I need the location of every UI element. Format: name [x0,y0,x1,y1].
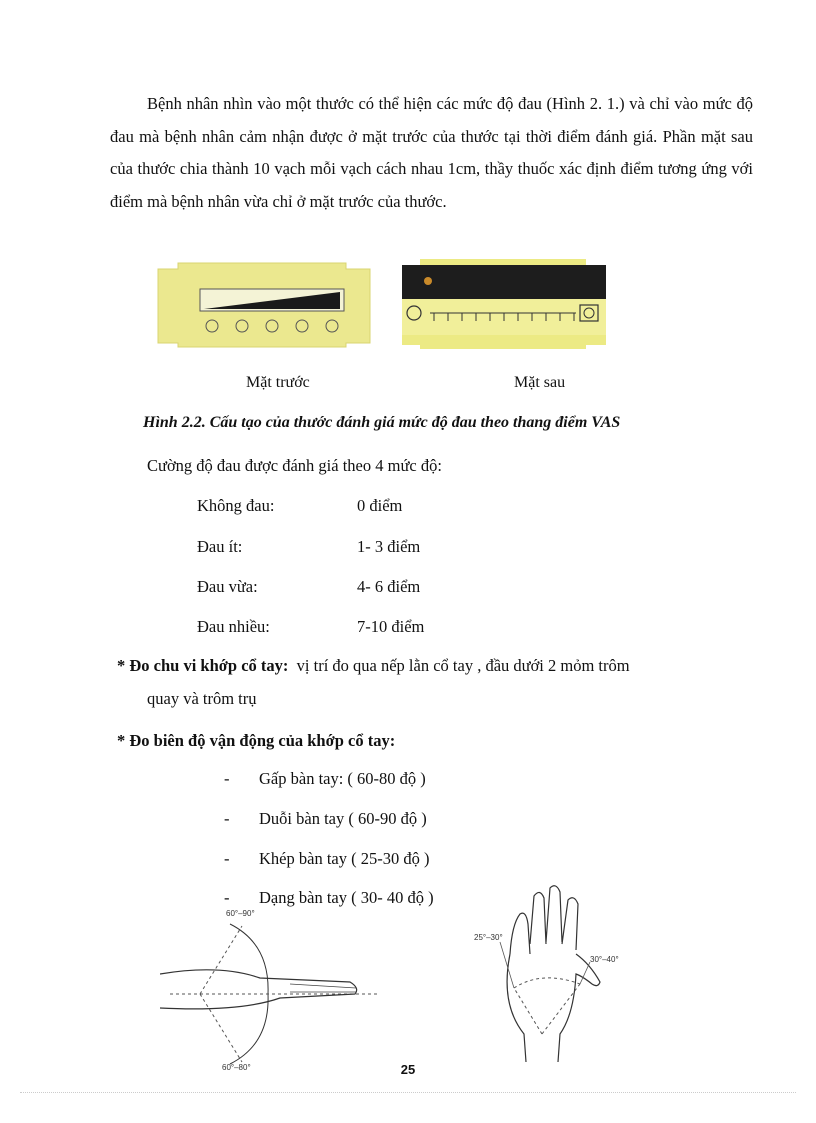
range-item: Dạng bàn tay ( 30- 40 độ ) [259,888,434,907]
footer-divider [20,1092,796,1093]
list-dash: - [224,809,230,828]
extension-angle-label: 60°–90° [226,909,255,918]
vas-ruler-front-image [148,259,376,349]
intro-paragraph: Bệnh nhân nhìn vào một thước có thể hiện các mức độ đau (Hình 2. 1.) và chỉ vào mức độ đau mà bệnh nhân cảm nhận được ở mặt trước của thước tại thời điểm đánh giá. Phần mặt sau của thước chia thành 10 vạch mỗi vạch cách nhau 1cm, thầy thuốc xác định điểm tương ứng với điểm mà bệnh nhân vừa chỉ ở mặt trước của thước. [110,94,753,211]
page-number: 25 [400,1062,416,1077]
wrist-adduction-abduction-illustration [470,884,640,1064]
abduction-angle-label: 30°–40° [590,955,619,964]
ruler-back-label: Mặt sau [514,374,566,391]
pain-level-label: Không đau: [197,496,275,515]
list-dash: - [224,888,230,907]
wrist-flexion-extension-illustration [160,904,390,1074]
circumference-continuation: quay và trôm trụ [147,689,257,708]
ruler-front-label: Mặt trước [246,374,310,391]
pain-level-score: 4- 6 điểm [357,577,421,596]
pain-level-label: Đau vừa: [197,577,258,596]
pain-level-label: Đau nhiều: [197,617,270,636]
circumference-heading: * Đo chu vi khớp cổ tay: [117,656,289,675]
list-dash: - [224,769,230,788]
list-dash: - [224,849,230,868]
vas-ruler-figure [148,257,618,357]
figure-caption: Hình 2.2. Cấu tạo của thước đánh giá mức độ đau theo thang điểm VAS [143,414,621,431]
pain-level-score: 1- 3 điểm [357,537,421,556]
pain-level-score: 0 điểm [357,496,403,515]
pain-level-label: Đau ít: [197,537,243,556]
adduction-angle-label: 25°–30° [474,933,503,942]
range-item: Gấp bàn tay: ( 60-80 độ ) [259,769,426,788]
range-item: Duỗi bàn tay ( 60-90 độ ) [259,809,427,828]
range-item: Khép bàn tay ( 25-30 độ ) [259,849,430,868]
pain-level-score: 7-10 điểm [357,617,425,636]
circumference-paragraph: * Đo chu vi khớp cổ tay: vị trí đo qua nếp lằn cổ tay , đầu dưới 2 mỏm trôm [117,656,630,675]
pain-intro: Cường độ đau được đánh giá theo 4 mức độ: [147,456,442,475]
vas-ruler-back-image [394,257,612,349]
flexion-angle-label: 60°–80° [222,1063,251,1072]
range-heading: * Đo biên độ vận động của khớp cổ tay: [117,731,396,750]
